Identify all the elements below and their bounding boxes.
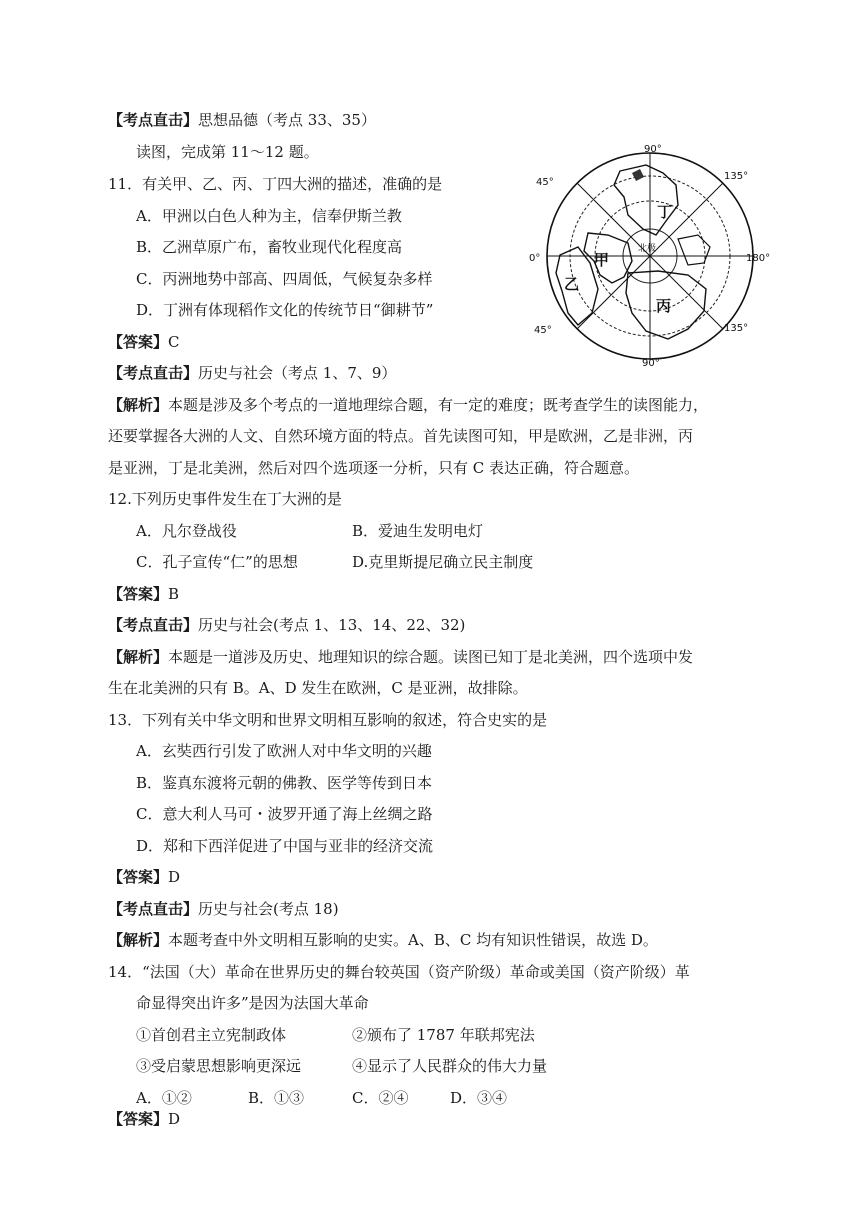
line-text: 历史与社会（考点 1、7、9） <box>198 364 397 382</box>
option-text: A．凡尔登战役 <box>136 522 237 540</box>
option-text: D.克里斯提尼确立民主制度 <box>352 553 534 571</box>
section-tag: 【答案】 <box>108 1110 169 1128</box>
option-text: ②颁布了 1787 年联邦宪法 <box>352 1026 535 1044</box>
option-text: B．①③ <box>248 1089 305 1107</box>
text-line <box>108 899 339 919</box>
section-tag: 【解析】 <box>108 396 169 414</box>
line-text: 命显得突出许多”是因为法国大革命 <box>136 994 369 1012</box>
text-line <box>108 584 179 604</box>
line-text: 思想品德（考点 33、35） <box>198 111 376 129</box>
label-right: 180° <box>746 253 771 264</box>
option-text: C．②④ <box>352 1089 409 1107</box>
line-text: 本题考查中外文明相互影响的史实。A、B、C 均有知识性错误，故选 D。 <box>168 931 658 949</box>
continent-jia-label: 甲 <box>594 251 610 269</box>
label-top-right: 135° <box>724 171 749 182</box>
continent-bing-label: 丙 <box>656 297 672 315</box>
text-line <box>108 1109 180 1129</box>
option-text: ①首创君主立宪制政体 <box>136 1026 287 1044</box>
option-text: A．①② <box>136 1089 192 1107</box>
line-text: 是亚洲，丁是北美洲，然后对四个选项逐一分析，只有 C 表达正确，符合题意。 <box>108 459 640 477</box>
text-line <box>136 741 432 761</box>
option-text: ④显示了人民群众的伟大力量 <box>352 1057 548 1075</box>
text-line <box>136 993 369 1013</box>
text-line <box>108 930 658 950</box>
line-text: C <box>168 333 180 351</box>
label-bottom-right: 135° <box>724 323 749 334</box>
section-tag: 【考点直击】 <box>108 111 199 129</box>
island-shape <box>632 169 644 181</box>
text-line <box>108 615 465 635</box>
landmass-outline <box>678 235 710 265</box>
line-text: 读图，完成第 11～12 题。 <box>136 143 319 161</box>
line-text: 14．“法国（大）革命在世界历史的舞台较英国（资产阶级）革命或美国（资产阶级）革 <box>108 963 690 981</box>
section-tag: 【考点直击】 <box>108 616 199 634</box>
text-line <box>136 836 433 856</box>
text-line <box>136 300 433 320</box>
line-text: A．甲洲以白色人种为主，信奉伊斯兰教 <box>136 207 402 225</box>
text-line <box>136 237 402 257</box>
line-text: 历史与社会(考点 18) <box>198 900 339 918</box>
line-text: 12.下列历史事件发生在丁大洲的是 <box>108 490 342 508</box>
polar-projection-map <box>528 143 772 368</box>
line-text: D <box>168 868 181 886</box>
section-tag: 【答案】 <box>108 868 169 886</box>
line-text: 还要掌握各大洲的人文、自然环境方面的特点。首先读图可知，甲是欧洲，乙是非洲，丙 <box>108 427 694 445</box>
line-text: D <box>168 1110 181 1128</box>
text-line <box>108 710 547 730</box>
text-line <box>136 773 432 793</box>
label-top-left: 45° <box>536 177 554 188</box>
section-tag: 【答案】 <box>108 333 169 351</box>
text-line <box>108 174 442 194</box>
line-text: 13．下列有关中华文明和世界文明相互影响的叙述，符合史实的是 <box>108 711 548 729</box>
line-text: 本题是涉及多个考点的一道地理综合题，有一定的难度；既考查学生的读图能力， <box>168 396 709 414</box>
option-text: ③受启蒙思想影响更深远 <box>136 1057 302 1075</box>
option-text: C．孔子宣传“仁”的思想 <box>136 553 298 571</box>
section-tag: 【考点直击】 <box>108 900 199 918</box>
continent-yi-label: 乙 <box>564 275 580 293</box>
line-text: B．鉴真东渡将元朝的佛教、医学等传到日本 <box>136 774 433 792</box>
option-text: D．③④ <box>450 1089 508 1107</box>
text-line <box>108 426 693 446</box>
line-text: 生在北美洲的只有 B。A、D 发生在欧洲，C 是亚洲，故排除。 <box>108 679 528 697</box>
text-line <box>136 142 319 162</box>
label-bottom-left: 45° <box>534 325 552 336</box>
text-line <box>108 458 639 478</box>
text-line <box>108 110 376 130</box>
polar-map-figure <box>528 143 772 368</box>
line-text: B．乙洲草原广布，畜牧业现代化程度高 <box>136 238 403 256</box>
text-line <box>108 363 396 383</box>
text-line <box>136 804 432 824</box>
text-line <box>136 269 432 289</box>
label-top: 90° <box>644 144 662 155</box>
line-text: 11．有关甲、乙、丙、丁四大洲的描述，准确的是 <box>108 175 443 193</box>
text-line <box>108 489 342 509</box>
line-text: A．玄奘西行引发了欧洲人对中华文明的兴趣 <box>136 742 432 760</box>
label-bottom: 90° <box>642 358 660 368</box>
section-tag: 【解析】 <box>108 648 169 666</box>
line-text: C．意大利人马可・波罗开通了海上丝绸之路 <box>136 805 433 823</box>
text-line <box>108 962 690 982</box>
continent-ding-outline <box>614 165 678 235</box>
label-left: 0° <box>529 253 541 264</box>
text-line <box>108 647 693 667</box>
line-text: B <box>168 585 180 603</box>
text-line <box>108 395 708 415</box>
label-center: 北极 <box>638 244 657 254</box>
line-text: D．丁洲有体现稻作文化的传统节日“御耕节” <box>136 301 434 319</box>
text-line <box>108 332 180 352</box>
section-tag: 【考点直击】 <box>108 364 199 382</box>
text-line <box>108 867 180 887</box>
option-text: B．爱迪生发明电灯 <box>352 522 484 540</box>
section-tag: 【答案】 <box>108 585 169 603</box>
line-text: C．丙洲地势中部高、四周低，气候复杂多样 <box>136 270 433 288</box>
text-line <box>108 678 528 698</box>
text-line <box>136 206 402 226</box>
line-text: D．郑和下西洋促进了中国与亚非的经济交流 <box>136 837 434 855</box>
section-tag: 【解析】 <box>108 931 169 949</box>
continent-ding-label: 丁 <box>657 203 673 221</box>
line-text: 本题是一道涉及历史、地理知识的综合题。读图已知丁是北美洲，四个选项中发 <box>168 648 694 666</box>
line-text: 历史与社会(考点 1、13、14、22、32) <box>198 616 466 634</box>
